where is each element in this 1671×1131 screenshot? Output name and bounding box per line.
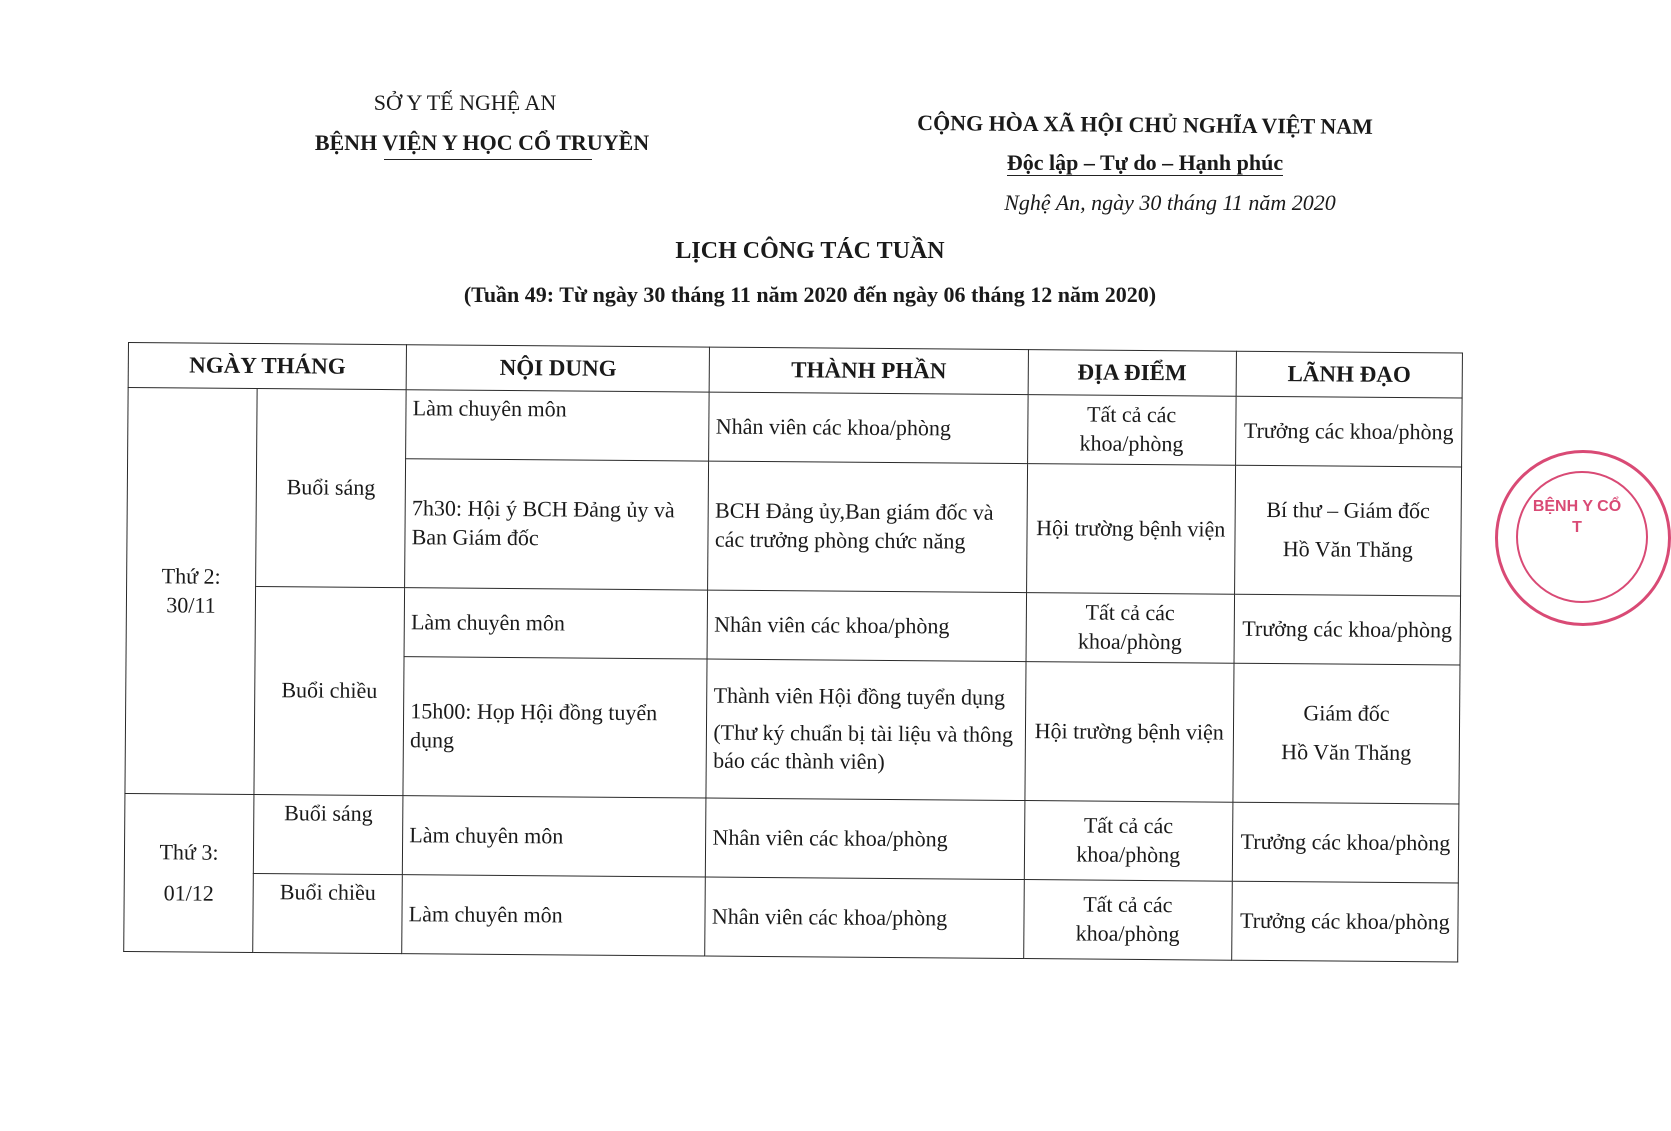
table-row xyxy=(126,585,1461,664)
place-date: Nghệ An, ngày 30 tháng 11 năm 2020 xyxy=(1004,190,1336,215)
content-cell: Làm chuyên môn xyxy=(403,796,707,877)
country-name: CỘNG HÒA XÃ HỘI CHỦ NGHĨA VIỆT NAM xyxy=(917,110,1373,139)
table-row xyxy=(124,872,1459,961)
members-cell: BCH Đảng ủy,Ban giám đốc và các trưởng phòng chức năng xyxy=(708,461,1027,592)
header-location: ĐỊA ĐIỂM xyxy=(1028,350,1236,397)
hospital-underline xyxy=(384,159,592,160)
location-cell: Hội trường bệnh viện xyxy=(1025,662,1234,803)
members-text: Thành viên Hội đồng tuyển dụng xyxy=(713,682,1006,711)
location-cell: Tất cả các khoa/phòng xyxy=(1023,880,1232,961)
members-cell: Nhân viên các khoa/phòng xyxy=(706,798,1025,879)
document-subtitle: (Tuần 49: Từ ngày 30 tháng 11 năm 2020 đến ngày 06 tháng 12 năm 2020) xyxy=(463,282,1157,307)
hospital-name-text: BỆNH VIỆN Y HỌC CỔ TRUYỀN xyxy=(314,130,650,155)
content-cell: 15h00: Họp Hội đồng tuyển dụng xyxy=(403,657,707,798)
session-cell: Buổi sáng xyxy=(253,795,403,875)
content-cell: Làm chuyên môn xyxy=(402,875,706,956)
day-date: 01/12 xyxy=(163,879,214,906)
day-cell xyxy=(124,793,254,952)
members-cell xyxy=(706,659,1025,800)
department-name: SỞ Y TẾ NGHỆ AN xyxy=(373,90,557,115)
session-cell: Buổi chiều xyxy=(254,587,405,796)
leader-cell xyxy=(1234,465,1461,596)
day-label: Thứ 3: xyxy=(159,839,219,865)
leader-name: Hồ Văn Thăng xyxy=(1282,536,1413,563)
leader-cell xyxy=(1233,663,1460,804)
content-cell: 7h30: Hội ý BCH Đảng ủy và Ban Giám đốc xyxy=(405,459,709,590)
header-content: NỘI DUNG xyxy=(406,345,710,392)
leader-title: Bí thư – Giám đốc xyxy=(1266,497,1430,524)
content-cell: Làm chuyên môn xyxy=(406,390,710,461)
content-cell: Làm chuyên môn xyxy=(404,588,708,659)
members-cell: Nhân viên các khoa/phòng xyxy=(709,392,1028,463)
location-cell: Hội trường bệnh viện xyxy=(1026,464,1235,595)
location-cell: Tất cả các khoa/phòng xyxy=(1024,801,1233,882)
national-motto-text: Độc lập – Tự do – Hạnh phúc xyxy=(1006,150,1284,175)
leader-cell: Trưởng các khoa/phòng xyxy=(1234,594,1461,665)
document-title: LỊCH CÔNG TÁC TUẦN xyxy=(675,238,945,264)
members-cell: Nhân viên các khoa/phòng xyxy=(705,877,1024,958)
header-date: NGÀY THÁNG xyxy=(128,343,407,390)
header-members: THÀNH PHẦN xyxy=(710,347,1029,394)
leader-cell: Trưởng các khoa/phòng xyxy=(1232,802,1459,883)
leader-title: Giám đốc xyxy=(1303,700,1390,727)
members-note: (Thư ký chuẩn bị tài liệu và thông báo các thành viên) xyxy=(713,719,1014,775)
national-motto xyxy=(985,150,1305,176)
leader-cell: Trưởng các khoa/phòng xyxy=(1235,396,1462,467)
session-cell: Buổi sáng xyxy=(256,389,407,588)
session-cell: Buổi chiều xyxy=(253,874,403,954)
hospital-stamp xyxy=(1495,450,1671,626)
day-date: 30/11 xyxy=(166,591,216,618)
leader-name: Hồ Văn Thăng xyxy=(1281,739,1412,766)
hospital-name xyxy=(292,130,672,156)
table-row xyxy=(128,388,1463,467)
stamp-text: BỆNH Y CỔ T xyxy=(1532,498,1622,536)
location-cell: Tất cả các khoa/phòng xyxy=(1027,395,1236,466)
header-leader: LÃNH ĐẠO xyxy=(1236,351,1463,398)
location-cell: Tất cả các khoa/phòng xyxy=(1026,593,1235,664)
leader-cell: Trưởng các khoa/phòng xyxy=(1231,881,1458,962)
members-cell: Nhân viên các khoa/phòng xyxy=(707,590,1026,661)
day-cell xyxy=(125,388,257,795)
table-row xyxy=(124,793,1459,882)
schedule-table xyxy=(123,342,1463,962)
day-label: Thứ 2: xyxy=(161,563,221,589)
